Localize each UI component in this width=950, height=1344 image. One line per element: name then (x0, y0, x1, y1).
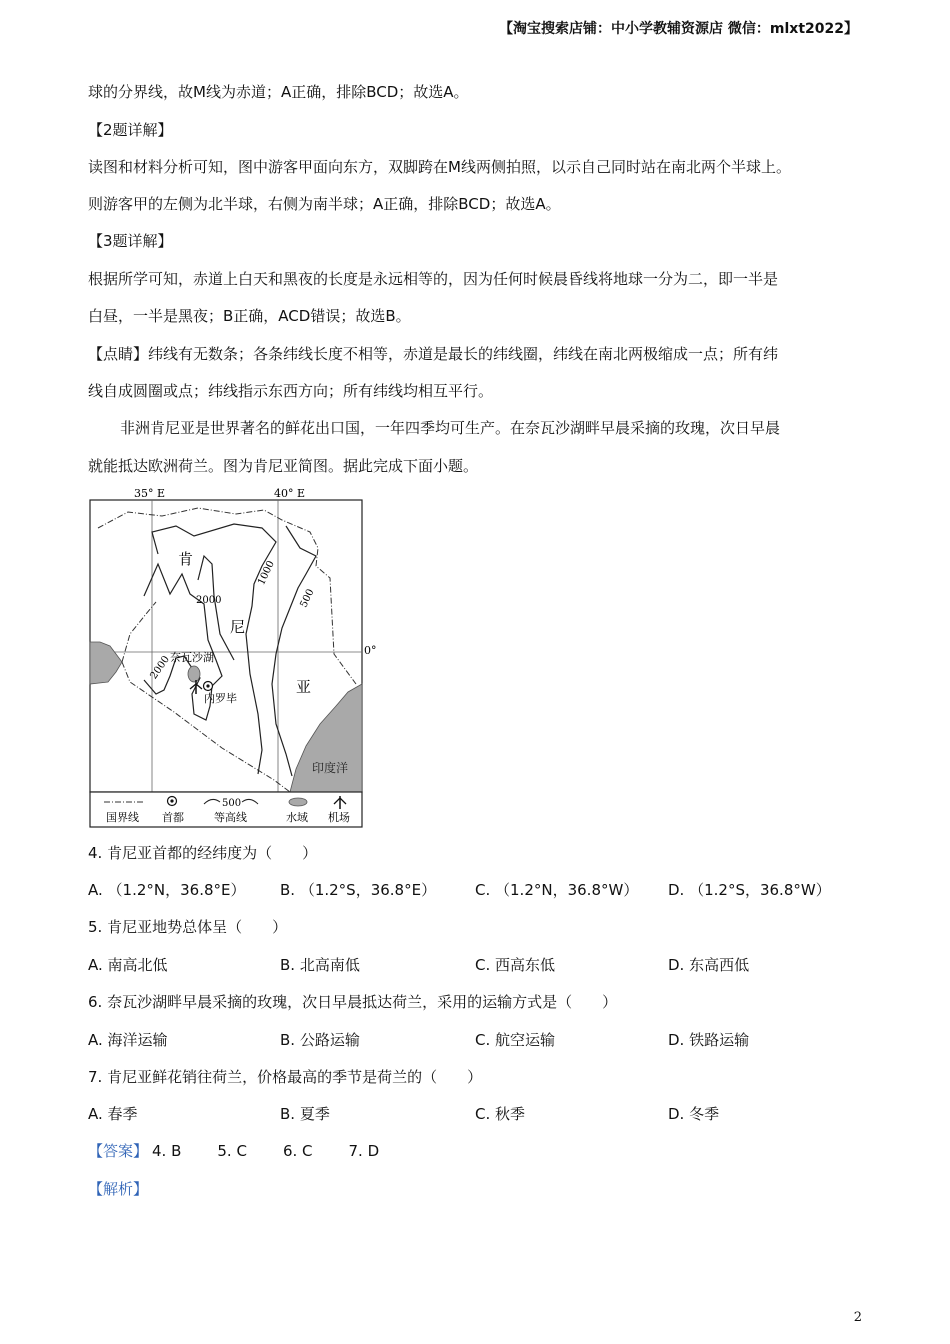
lake-naivasha-label: 奈瓦沙湖 (170, 651, 214, 664)
legend-water-swatch (289, 798, 307, 806)
lat-0-label: 0° (364, 644, 377, 657)
intro-paragraph: 就能抵达欧洲荷兰。图为肯尼亚简图。据此完成下面小题。 (88, 457, 479, 475)
lon-35-label: 35° E (134, 487, 166, 500)
paragraph: 线自成圆圈或点；纬线指示东西方向；所有纬线均相互平行。 (88, 382, 494, 400)
question-6-option-d: D. 铁路运输 (668, 1031, 750, 1049)
kenya-map (86, 484, 386, 829)
answer-line (88, 1140, 415, 1161)
answer-item: 5. C (217, 1142, 247, 1160)
country-char-3: 亚 (296, 678, 312, 696)
answer-item: 6. C (282, 1142, 313, 1160)
question-6-option-c: C. 航空运输 (475, 1031, 556, 1049)
paragraph: 根据所学可知，赤道上白天和黑夜的长度是永远相等的，因为任何时候晨昏线将地球一分为二，即一半是 (88, 270, 779, 288)
lake-naivasha (188, 666, 200, 682)
question-7-option-c: C. 秋季 (475, 1105, 526, 1123)
question-5-option-d: D. 东高西低 (668, 956, 750, 974)
question-5-stem: 5. 肯尼亚地势总体呈（ ） (88, 918, 288, 936)
question-7-option-a: A. 春季 (88, 1105, 138, 1123)
contour-label-500: 500 (298, 587, 317, 610)
section-heading: 【2题详解】 (88, 121, 173, 139)
legend-capital-label: 首都 (162, 811, 184, 824)
question-6-option-a: A. 海洋运输 (88, 1031, 168, 1049)
question-7-option-d: D. 冬季 (668, 1105, 720, 1123)
legend-capital-icon (168, 797, 177, 806)
legend-contour-value: 500 (222, 798, 242, 809)
question-7-option-b: B. 夏季 (280, 1105, 330, 1123)
paragraph: 读图和材料分析可知，图中游客甲面向东方，双脚跨在M线两侧拍照，以示自己同时站在南北两个半球上。 (88, 158, 791, 176)
question-4-option-c: C. （1.2°N，36.8°W） (475, 881, 639, 899)
contour-label-2000b: 2000 (148, 654, 173, 682)
question-4-option-b: B. （1.2°S，36.8°E） (280, 881, 437, 899)
question-4-stem: 4. 肯尼亚首都的经纬度为（ ） (88, 844, 318, 862)
answer-item: 7. D (348, 1142, 380, 1160)
paragraph: 【点睛】纬线有无数条；各条纬线长度不相等，赤道是最长的纬线圈，纬线在南北两极缩成一点；所有纬 (88, 345, 779, 363)
question-6-stem: 6. 奈瓦沙湖畔早晨采摘的玫瑰，次日早晨抵达荷兰，采用的运输方式是（ ） (88, 993, 618, 1011)
answer-item: 4. B (152, 1142, 182, 1160)
legend-airport-label: 机场 (328, 811, 350, 824)
legend-water-label: 水域 (286, 811, 308, 824)
ocean-label: 印度洋 (312, 761, 349, 775)
capital-icon (204, 682, 213, 691)
page-header: 【淘宝搜索店铺：中小学教辅资源店 微信：mlxt2022】 (499, 21, 858, 37)
question-5-option-c: C. 西高东低 (475, 956, 556, 974)
page-number: 2 (853, 1310, 862, 1325)
intro-paragraph: 非洲肯尼亚是世界著名的鲜花出口国，一年四季均可生产。在奈瓦沙湖畔早晨采摘的玫瑰，次日早晨 (120, 419, 781, 437)
question-7-stem: 7. 肯尼亚鲜花销往荷兰，价格最高的季节是荷兰的（ ） (88, 1068, 483, 1086)
contour-label-2000: 2000 (196, 595, 222, 606)
contour-label-1000: 1000 (256, 559, 277, 587)
question-4-option-d: D. （1.2°S，36.8°W） (668, 881, 831, 899)
question-6-option-b: B. 公路运输 (280, 1031, 360, 1049)
paragraph: 则游客甲的左侧为北半球，右侧为南半球；A正确，排除BCD；故选A。 (88, 195, 561, 213)
question-5-option-a: A. 南高北低 (88, 956, 168, 974)
analysis-label: 【解析】 (88, 1180, 149, 1198)
legend-border-label: 国界线 (106, 811, 139, 824)
section-heading: 【3题详解】 (88, 232, 173, 250)
country-char-2: 尼 (230, 618, 246, 636)
question-4-option-a: A. （1.2°N，36.8°E） (88, 881, 246, 899)
capital-label: 内罗毕 (204, 692, 237, 705)
answer-label: 【答案】 (88, 1142, 149, 1160)
country-char-1: 肯 (178, 550, 194, 568)
paragraph: 球的分界线，故M线为赤道；A正确，排除BCD；故选A。 (88, 83, 469, 101)
lon-40-label: 40° E (274, 487, 306, 500)
question-5-option-b: B. 北高南低 (280, 956, 360, 974)
legend-contour-label: 等高线 (214, 811, 247, 824)
paragraph: 白昼，一半是黑夜；B正确，ACD错误；故选B。 (88, 307, 411, 325)
